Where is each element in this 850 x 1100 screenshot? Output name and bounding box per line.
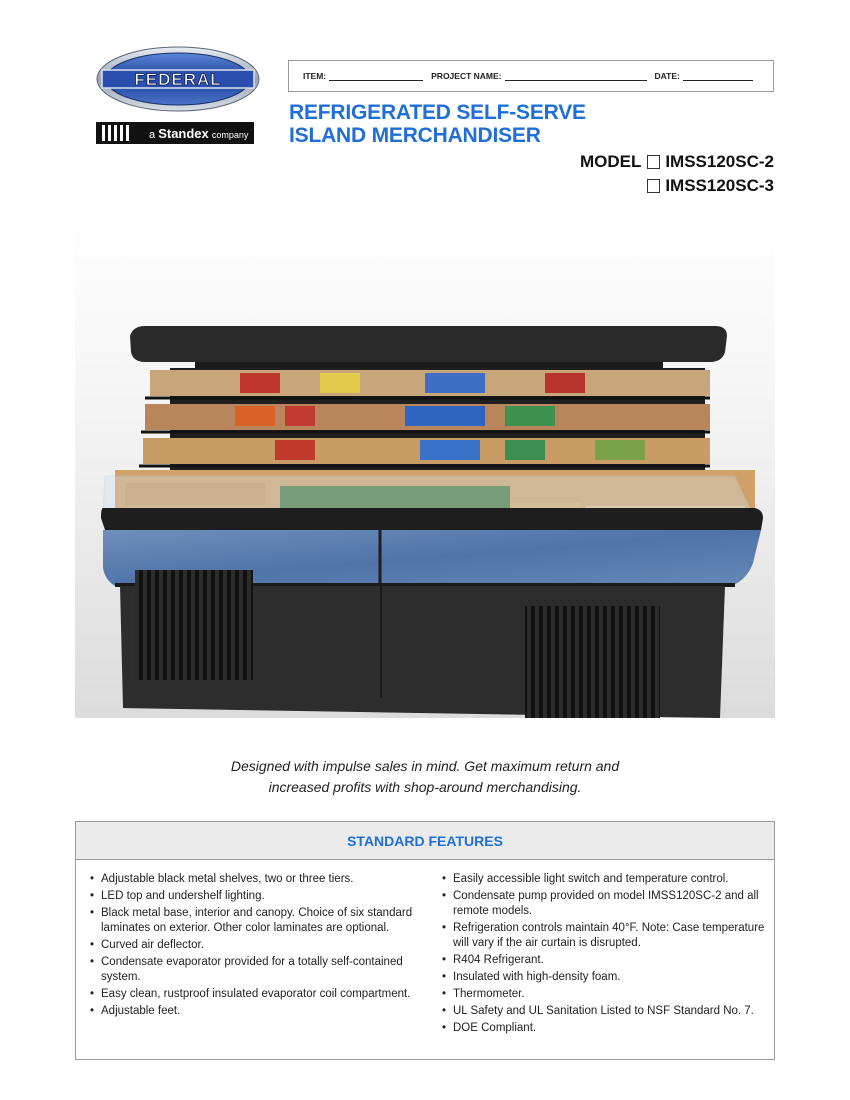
tagline-line-1: Designed with impulse sales in mind. Get maximum return and	[230, 758, 620, 774]
feature-item: • Easy clean, rustproof insulated evaporator coil compartment.	[90, 987, 442, 1002]
features-right-list	[442, 872, 774, 1038]
feature-item: • Easily accessible light switch and temperature control.	[442, 872, 774, 887]
model-checkbox-1[interactable]	[647, 155, 660, 169]
feature-item: • Adjustable feet.	[90, 1004, 442, 1019]
standex-bars	[96, 125, 129, 141]
shelf-products	[143, 370, 710, 464]
feature-item: • Refrigeration controls maintain 40°F. Note: Case temperature will vary if the air curtain is disrupted.	[442, 921, 774, 951]
standard-features-box	[75, 821, 775, 1060]
item-info-box	[288, 60, 774, 92]
date-field[interactable]	[683, 72, 753, 81]
item-field[interactable]	[329, 72, 423, 81]
title-line-2: ISLAND MERCHANDISER	[289, 124, 541, 147]
standex-a: a	[149, 128, 156, 141]
standex-badge	[96, 122, 254, 144]
feature-item: • R404 Refrigerant.	[442, 953, 774, 968]
feature-item: • DOE Compliant.	[442, 1021, 774, 1036]
model-selector	[580, 150, 774, 198]
model-label: MODEL	[579, 152, 642, 171]
features-left-list	[90, 872, 442, 1038]
standex-company: company	[211, 129, 249, 140]
feature-item: • Condensate evaporator provided for a totally self-contained system.	[90, 955, 442, 985]
feature-item: • Insulated with high-density foam.	[442, 970, 774, 985]
standex-name: Standex	[158, 125, 209, 141]
page-title	[289, 101, 586, 147]
project-name-field[interactable]	[505, 72, 647, 81]
model-option-1: IMSS120SC-2	[665, 152, 774, 171]
date-label: DATE:	[654, 71, 680, 81]
feature-item: • Condensate pump provided on model IMSS120SC-2 and all remote models.	[442, 889, 774, 919]
feature-item: • LED top and undershelf lighting.	[90, 889, 442, 904]
tagline	[0, 756, 850, 798]
feature-item: • Thermometer.	[442, 987, 774, 1002]
feature-item: • Adjustable black metal shelves, two or three tiers.	[90, 872, 442, 887]
product-image	[75, 218, 775, 718]
feature-item: • UL Safety and UL Sanitation Listed to NSF Standard No. 7.	[442, 1004, 774, 1019]
model-option-2: IMSS120SC-3	[665, 176, 774, 195]
tagline-line-2: increased profits with shop-around merchandising.	[268, 779, 582, 795]
federal-logo	[96, 46, 260, 112]
project-name-label: PROJECT NAME:	[431, 71, 502, 81]
title-line-1: REFRIGERATED SELF-SERVE	[289, 101, 586, 124]
standard-features-heading: STANDARD FEATURES	[76, 822, 774, 860]
model-checkbox-2[interactable]	[647, 179, 660, 193]
feature-item: • Black metal base, interior and canopy. Choice of six standard laminates on exterior. Other color laminates are optional.	[90, 906, 442, 936]
logo-text: FEDERAL	[134, 70, 222, 89]
item-label: ITEM:	[303, 71, 327, 81]
feature-item: • Curved air deflector.	[90, 938, 442, 953]
